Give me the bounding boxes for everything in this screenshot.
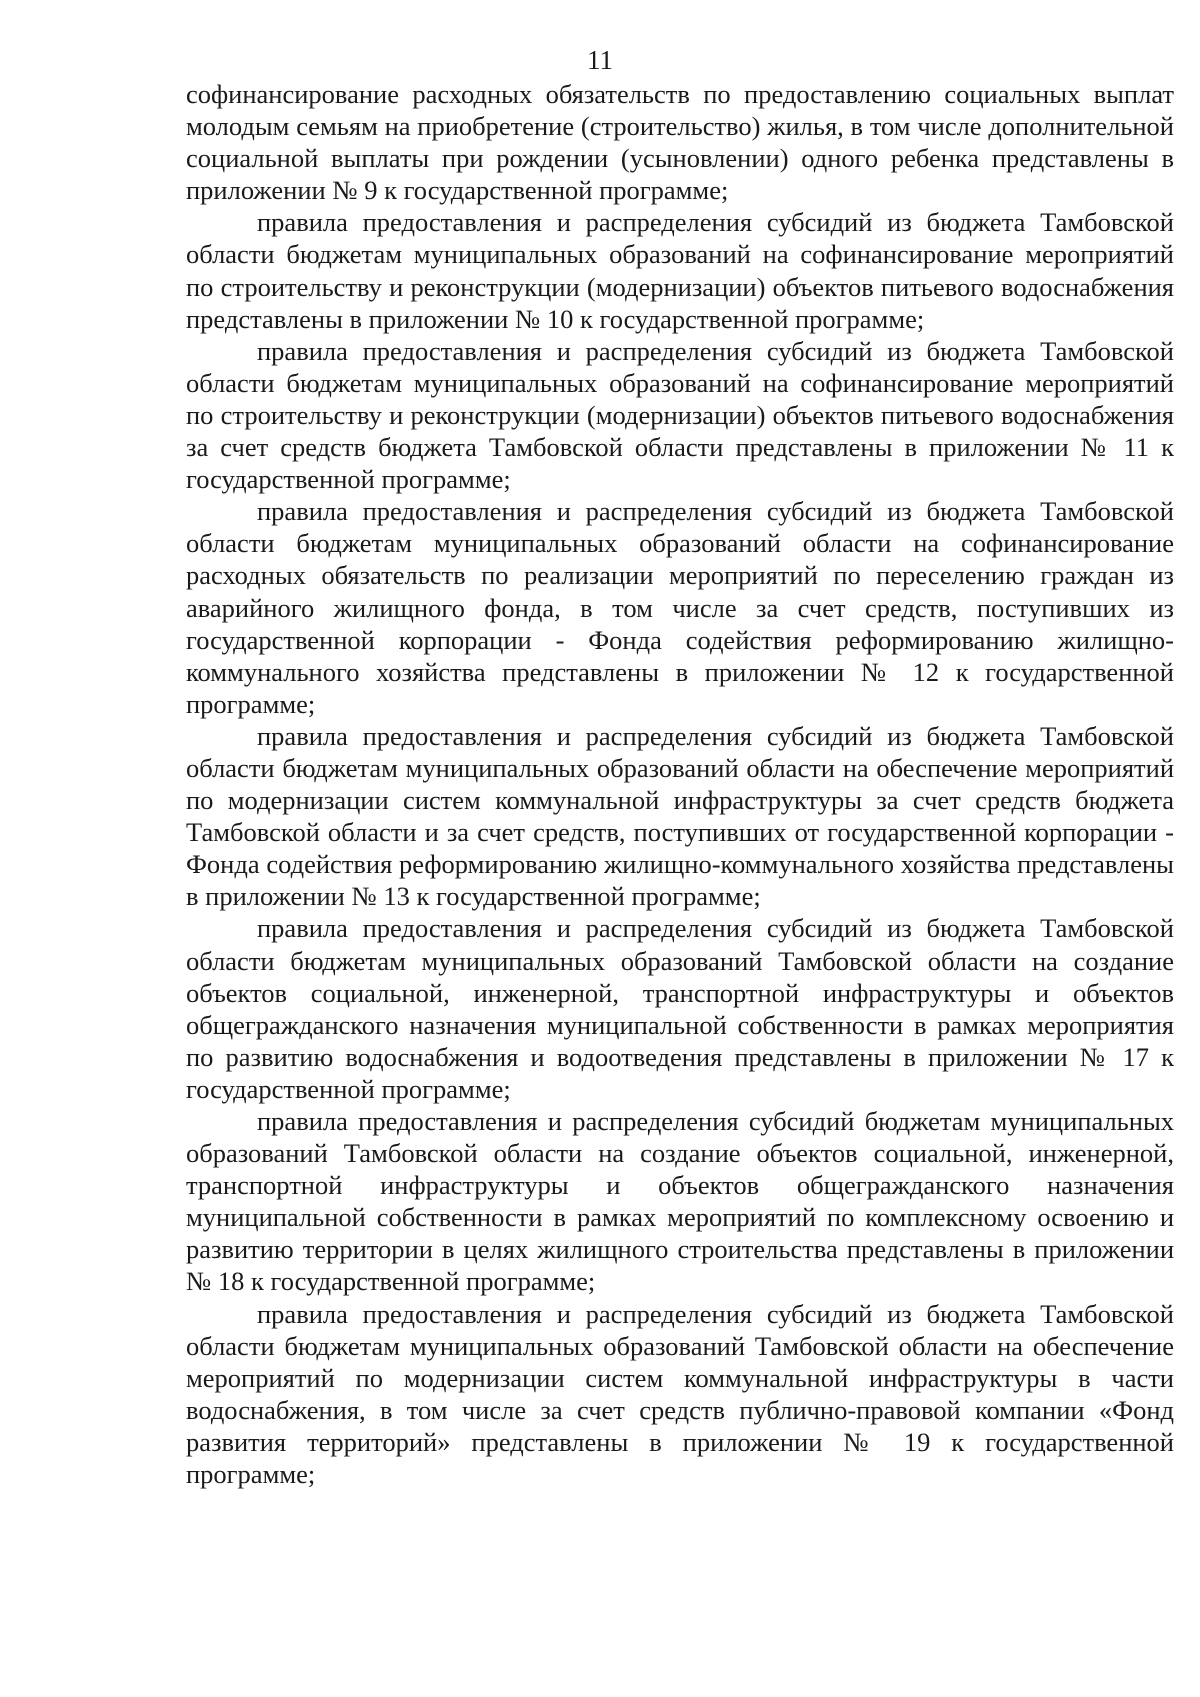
paragraph-appendix-19: правила предоставления и распределения субсидий из бюджета Тамбовской области бюджетам муниципальных образований Тамбовской области на обеспечение мероприятий по модернизации систем коммунальной инфраструктуры в части водоснабжения, в том числе за счет средств публично-правовой компании «Фонд развития территорий» представлены в приложении № 19 к государственной программе; xyxy=(186,1298,1174,1490)
paragraph-appendix-13: правила предоставления и распределения субсидий из бюджета Тамбовской области бюджетам муниципальных образований области на обеспечение мероприятий по модернизации систем коммунальной инфраструктуры за счет средств бюджета Тамбовской области и за счет средств, поступивших от государственной корпорации - Фонда содействия реформированию жилищно-коммунального хозяйства представлены в приложении № 13 к государственной программе; xyxy=(186,720,1174,912)
page-number: 11 xyxy=(587,45,613,75)
document-body xyxy=(186,78,1174,1490)
paragraph-appendix-18: правила предоставления и распределения субсидий бюджетам муниципальных образований Тамбовской области на создание объектов социальной, инженерной, транспортной инфраструктуры и объектов общегражданского назначения муниципальной собственности в рамках мероприятий по комплексному освоению и развитию территории в целях жилищного строительства представлены в приложении № 18 к государственной программе; xyxy=(186,1106,1174,1297)
paragraph-appendix-11: правила предоставления и распределения субсидий из бюджета Тамбовской области бюджетам муниципальных образований на софинансирование мероприятий по строительству и реконструкции (модернизации) объектов питьевого водоснабжения за счет средств бюджета Тамбовской области представлены в приложении № 11 к государственной программе; xyxy=(186,335,1174,495)
paragraph-appendix-12: правила предоставления и распределения субсидий из бюджета Тамбовской области бюджетам муниципальных образований области на софинансирование расходных обязательств по реализации мероприятий по переселению граждан из аварийного жилищного фонда, в том числе за счет средств, поступивших из государственной корпорации - Фонда содействия реформированию жилищно-коммунального хозяйства представлены в приложении № 12 к государственной программе; xyxy=(186,496,1174,719)
paragraph-continuation: софинансирование расходных обязательств по предоставлению социальных выплат молодым семьям на приобретение (строительство) жилья, в том числе дополнительной социальной выплаты при рождении (усыновлении) одного ребенка представлены в приложении № 9 к государственной программе; xyxy=(186,79,1174,206)
paragraph-appendix-10: правила предоставления и распределения субсидий из бюджета Тамбовской области бюджетам муниципальных образований на софинансирование мероприятий по строительству и реконструкции (модернизации) объектов питьевого водоснабжения представлены в приложении № 10 к государственной программе; xyxy=(186,207,1174,334)
paragraph-appendix-17: правила предоставления и распределения субсидий из бюджета Тамбовской области бюджетам муниципальных образований Тамбовской области на создание объектов социальной, инженерной, транспортной инфраструктуры и объектов общегражданского назначения муниципальной собственности в рамках мероприятия по развитию водоснабжения и водоотведения представлены в приложении № 17 к государственной программе; xyxy=(186,913,1174,1104)
